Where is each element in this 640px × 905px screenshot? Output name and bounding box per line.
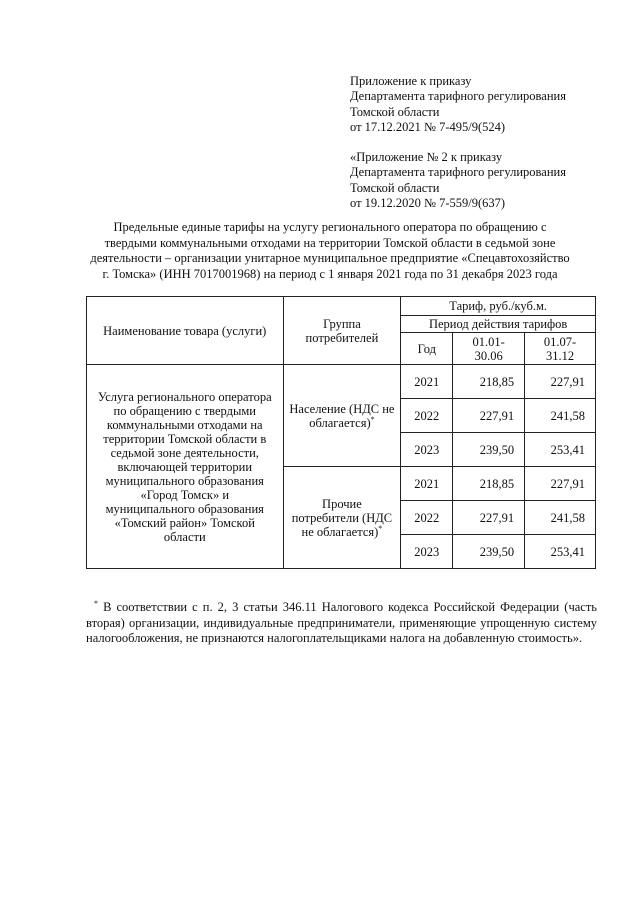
tariff-h2-cell: 227,91 (525, 467, 596, 501)
tariff-h1-cell: 227,91 (453, 399, 525, 433)
consumer-group-other: Прочие потребители (НДС не облагается)* (283, 467, 401, 569)
year-cell: 2021 (401, 365, 453, 399)
year-cell: 2023 (401, 433, 453, 467)
annex-previous-line: Томской области (350, 180, 440, 195)
annex-order-line: Томской области (350, 104, 440, 119)
tariff-table (86, 296, 596, 569)
product-header: Наименование товара (услуги) (87, 297, 284, 365)
tariff-h1-cell: 218,85 (453, 365, 525, 399)
year-cell: 2022 (401, 399, 453, 433)
annex-previous-date: от 19.12.2020 № 7-559/9(637) (350, 195, 506, 210)
group-header: Группа потребителей (283, 297, 401, 365)
year-cell: 2021 (401, 467, 453, 501)
annex-order-date: от 17.12.2021 № 7-495/9(524) (350, 119, 506, 134)
title-line: деятельности – организации унитарное муниципальное предприятие «Спецавтохозяйство (90, 251, 570, 266)
tariff-h2-cell: 241,58 (525, 501, 596, 535)
period-header: Период действия тарифов (401, 316, 596, 333)
tariff-h1-cell: 239,50 (453, 535, 525, 569)
title-line: твердыми коммунальными отходами на территории Томской области в седьмой зоне (104, 235, 556, 250)
annex-previous-header (350, 150, 566, 211)
header-row (87, 297, 596, 316)
table-row (87, 365, 596, 399)
half2-header: 01.07- 31.12 (525, 333, 596, 365)
annex-previous-line: «Приложение № 2 к приказу (350, 150, 503, 164)
title-line: Предельные единые тарифы на услугу регионального оператора по обращению с (113, 220, 547, 234)
tariff-unit-header: Тариф, руб./куб.м. (401, 297, 596, 316)
footnote-mark: * (378, 523, 383, 533)
tariff-h2-cell: 241,58 (525, 399, 596, 433)
annex-order-line: Приложение к приказу (350, 74, 472, 88)
footnote (86, 600, 597, 647)
footnote-mark: * (94, 599, 98, 608)
consumer-group-population: Население (НДС не облагается)* (283, 365, 401, 467)
annex-order-header (350, 74, 566, 135)
annex-order-line: Департамента тарифного регулирования (350, 89, 566, 104)
product-cell: Услуга регионального оператора по обращению с твердыми коммунальными отходами на территории Томской области в седьмой зоне деятельности, включающей территории муниципального образования «Город Томск» и муниципального образования «Томский район» Томской области (87, 365, 284, 569)
tariff-h2-cell: 253,41 (525, 433, 596, 467)
year-cell: 2022 (401, 501, 453, 535)
annex-previous-line: Департамента тарифного регулирования (350, 165, 566, 180)
title-line: г. Томска» (ИНН 7017001968) на период с 1 января 2021 года по 31 декабря 2023 года (102, 266, 558, 281)
tariff-h2-cell: 227,91 (525, 365, 596, 399)
footnote-text: В соответствии с п. 2, 3 статьи 346.11 Налогового кодекса Российской Федерации (часть вторая) организации, индивидуальные предприниматели, применяющие упрощенную систему налогообложения, не признаются налогоплательщиками налога на добавленную стоимость». (86, 600, 597, 646)
half1-header: 01.01- 30.06 (453, 333, 525, 365)
tariff-h1-cell: 227,91 (453, 501, 525, 535)
tariff-h2-cell: 253,41 (525, 535, 596, 569)
footnote-mark: * (370, 414, 375, 424)
tariff-h1-cell: 218,85 (453, 467, 525, 501)
year-header: Год (401, 333, 453, 365)
document-title (80, 220, 580, 282)
year-cell: 2023 (401, 535, 453, 569)
tariff-h1-cell: 239,50 (453, 433, 525, 467)
